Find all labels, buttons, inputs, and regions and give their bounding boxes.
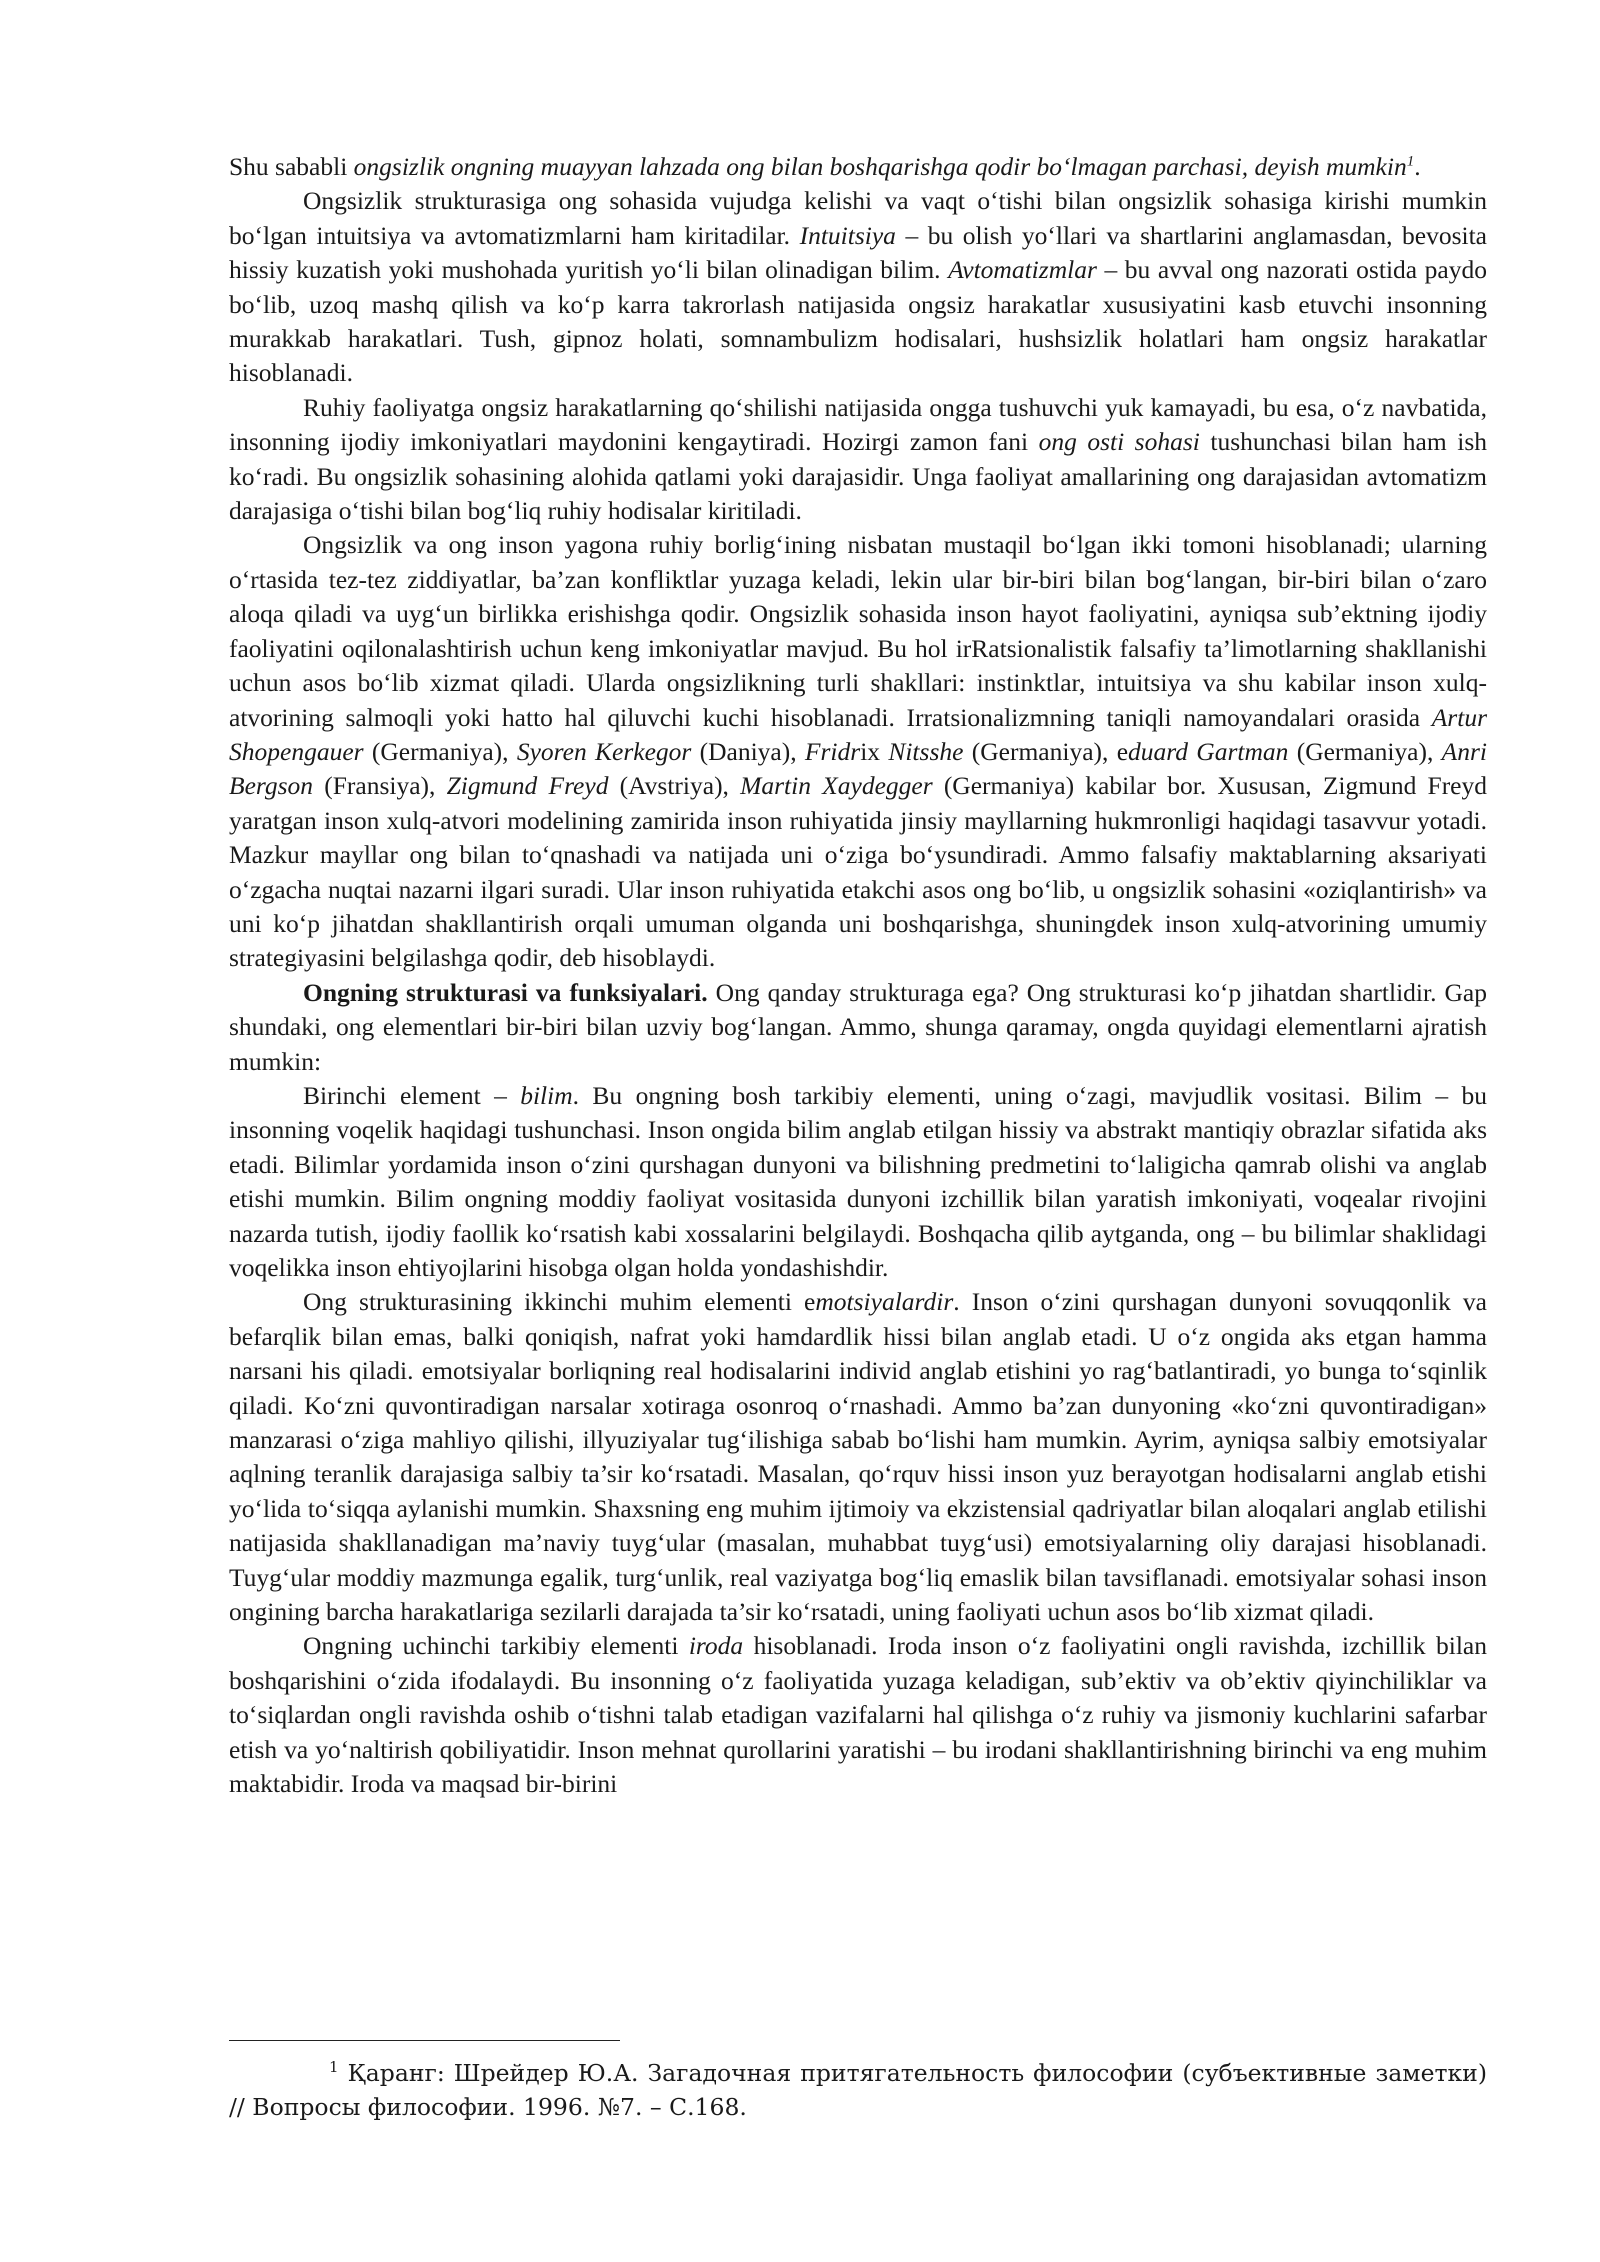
paragraph-7	[229, 1285, 1487, 1629]
person-name: Nitsshe	[880, 736, 964, 766]
person-name: duard Gartman	[1128, 736, 1289, 766]
text: – bu olish yo‘llari va shartlarini anglamasdan, bevosita hissiy kuzatish yoki mushohada yuritish yo‘li bilan olinadigan bilim.	[229, 220, 1487, 285]
person-name: Syoren Kerkegor	[516, 736, 692, 766]
footnote-text: Қаранг: Шрейдер Ю.А. Загадочная притягательность философии (субъективные заметки) // Вопросы философии. 1996. №7. – С.168.	[229, 2059, 1487, 2121]
term-iroda: iroda	[688, 1631, 744, 1661]
term-ong-osti: ong osti sohasi	[1038, 427, 1200, 457]
paragraph-1	[229, 150, 1487, 184]
text: – bu avval ong nazorati ostida paydo bo‘lib, uzoq mashq qilish va ko‘p karra takrorlash natijasida ongsiz harakatlar xususiyatini kasb etuvchi insonning murakkab harakatlari. Tush, gipnoz holati, somnambulizm hodisalari, hushsizlik holatlari ham ongsiz harakatlar hisoblanadi.	[229, 255, 1487, 388]
text: Shu sababli	[229, 152, 354, 181]
text: Ongsizlik va ong inson yagona ruhiy borlig‘ining nisbatan mustaqil bo‘lgan ikki tomoni hisoblanadi; ularning o‘rtasida tez-tez ziddiyatlar, ba’zan konfliktlar yuzaga keladi, lekin ular bir-biri bilan bog‘langan, bir-biri bilan o‘zaro aloqa qiladi va uyg‘un birlikka erishishga qodir. Ongsizlik sohasida inson hayot faoliyatini, ayniqsa sub’ektning ijodiy faoliyatini oqilonalashtirish uchun keng imkoniyatlar mavjud. Bu hol irRatsionalistik falsafiy ta’limotlarning shakllanishi uchun asos bo‘lib xizmat qiladi. Ularda ongsizlikning turli shakllari: instinktlar, intuitsiya va shu kabilar inson xulq-atvorining salmoqli yoki hatto hal qiluvchi kuchi hisoblanadi. Irratsionalizmning taniqli namoyandalari orasida	[229, 530, 1487, 732]
text: (Avstriya),	[608, 771, 741, 801]
text: ix	[860, 736, 881, 766]
text: . Bu ongning bosh tarkibiy elementi, uning o‘zagi, mavjudlik vositasi. Bilim – bu insonning voqelik haqidagi tushunchasi. Inson ongida bilim anglab etilgan hissiy va abstrakt mantiqiy obrazlar sifatida aks etadi. Bilimlar yordamida inson o‘zini qurshagan dunyoni va bilishning predmetini to‘laligicha qamrab olishi va anglab etishi mumkin. Bilim ongning moddiy faoliyat vositasida dunyoni izchillik bilan yaratish imkoniyati, voqealar rivojini nazarda tutish, ijodiy faollik ko‘rsatish kabi xossalarini belgilaydi. Boshqacha qilib aytganda, ong – bu bilimlar shaklidagi voqelikka inson ehtiyojlarini hisobga olgan holda yondashishdir.	[229, 1080, 1487, 1282]
text: Ong qanday strukturaga ega? Ong strukturasi ko‘p jihatdan shartlidir. Gap shundaki, ong elementlari bir-biri bilan uzviy bog‘langan. Ammo, shunga qaramay, ongda quyidagi elementlarni ajratish mumkin:	[229, 977, 1487, 1076]
text: Birinchi element –	[303, 1080, 521, 1110]
page-body	[229, 150, 1487, 1802]
text: Ongsizlik strukturasiga ong sohasida vujudga kelishi va vaqt o‘tishi bilan ongsizlik sohasiga kirishi mumkin bo‘lgan intuitsiya va avtomatizmlarni ham kiritadilar.	[229, 186, 1487, 250]
text: Ruhiy faoliyatga ongsiz harakatlarning qo‘shilishi natijasida ongga tushuvchi yuk kamayadi, bu esa, o‘z navbatida, insonning ijodiy imkoniyatlari maydonini kengaytiradi. Hozirgi zamon fani	[229, 392, 1487, 457]
text: . Inson o‘zini qurshagan dunyoni sovuqqonlik va befarqlik bilan emas, balki qoniqish, nafrat yoki hamdardlik hissi bilan anglab etadi. U o‘z ongida aks etgan hamma narsani his qiladi. emotsiyalar borliqning real hodisalarini individ anglab etishini yo rag‘batlantiradi, yo bunga to‘sqinlik qiladi. Ko‘zni quvontiradigan narsalar xotiraga osonroq o‘rnashadi. Ammo ba’zan dunyoning «ko‘zni quvontiradigan» manzarasi o‘ziga mahliyo qilishi, illyuziyalar tug‘ilishiga sabab bo‘lishi ham mumkin. Ayrim, ayniqsa salbiy emotsiyalar aqlning teranlik darajasiga salbiy ta’sir ko‘rsatadi. Masalan, qo‘rquv hissi inson yuz berayotgan hodisalarni anglab etishi yo‘lida to‘siqqa aylanishi mumkin. Shaxsning eng muhim ijtimoiy va ekzistensial qadriyatlar bilan aloqalari anglab etilishi natijasida shakllanadigan ma’naviy tuyg‘ular (masalan, muhabbat tuyg‘usi) emotsiyalarning oliy darajasi hisoblanadi. Tuyg‘ular moddiy mazmunga egalik, turg‘unlik, real vaziyatga bog‘liq emaslik bilan tavsiflanadi. emotsiyalar sohasi inson ongining barcha harakatlariga sezilarli darajada ta’sir ko‘rsatadi, uning faoliyati uchun asos bo‘lib xizmat qiladi.	[229, 1287, 1487, 1627]
footnote	[229, 2056, 1487, 2124]
paragraph-6	[229, 1079, 1487, 1285]
footnote-number: 1	[329, 2058, 339, 2077]
term-emotsiyalar: motsiyalardir	[815, 1287, 954, 1317]
footnote-separator	[229, 2040, 620, 2041]
text: hisoblanadi. Iroda inson o‘z faoliyatini ongli ravishda, izchillik bilan boshqarishini o‘zida ifodalaydi. Bu insonning o‘z faoliyatida yuzaga keladigan, sub’ektiv va ob’ektiv qiyinchiliklar va to‘siqlardan ongli ravishda oshib o‘tishni talab etadigan vazifalarni hal qilishga o‘z ruhiy va jismoniy kuchlarini safarbar etish va yo‘naltirish qobiliyatidir. Inson mehnat qurollarini yaratishi – bu irodani shakllantirishning birinchi va eng muhim maktabidir. Iroda va maqsad bir-birini	[229, 1631, 1487, 1799]
person-name: Fridr	[804, 736, 861, 766]
text: (Germaniya),	[1288, 736, 1442, 766]
text: (Germaniya),	[363, 736, 517, 766]
text: (Daniya),	[691, 736, 805, 766]
text: tushunchasi bilan ham ish ko‘radi. Bu ongsizlik sohasining alohida qatlami yoki darajasidir. Unga faoliyat amallarining ong darajasidan avtomatizm darajasiga o‘tishi bilan bog‘liq ruhiy hodisalar kiritiladi.	[229, 427, 1487, 526]
section-heading: Ongning strukturasi va funksiyalari.	[303, 977, 708, 1007]
person-name: Anri Bergson	[229, 736, 1487, 801]
paragraph-8	[229, 1629, 1487, 1801]
text: (Fransiya),	[313, 771, 447, 801]
person-name: Artur Shopengauer	[229, 702, 1487, 766]
paragraph-3	[229, 391, 1487, 529]
text: Ongning uchinchi tarkibiy elementi	[303, 1631, 689, 1661]
paragraph-5	[229, 976, 1487, 1079]
footnote-ref[interactable]: 1	[1406, 153, 1415, 170]
term-avtomatizmlar: Avtomatizmlar	[948, 255, 1097, 285]
text: Ong strukturasining ikkinchi muhim elementi e	[303, 1287, 816, 1317]
paragraph-4	[229, 528, 1487, 975]
term-bilim: bilim	[520, 1080, 573, 1110]
term-intuitsiya: Intuitsiya	[799, 220, 896, 250]
text: .	[1414, 152, 1421, 181]
person-name: Zigmund Freyd	[446, 771, 609, 801]
italic-text: ongsizlik ongning muayyan lahzada ong bilan boshqarishga qodir bo‘lmagan parchasi, deyish mumkin	[353, 152, 1407, 181]
person-name: Martin Xaydegger	[740, 771, 933, 801]
text: (Germaniya), e	[963, 736, 1129, 766]
paragraph-2	[229, 184, 1487, 390]
text: (Germaniya) kabilar bor. Xususan, Zigmund Freyd yaratgan inson xulq-atvori modelining zamirida inson ruhiyatida jinsiy mayllarning hukmronligi haqidagi tasavvur yotadi. Mazkur mayllar ong bilan to‘qnashadi va natijada uni o‘ziga bo‘ysundiradi. Ammo falsafiy maktablarning aksariyati o‘zgacha nuqtai nazarni ilgari suradi. Ular inson ruhiyatida etakchi asos ong bo‘lib, u ongsizlik sohasini «oziqlantirish» va uni ko‘p jihatdan shakllantirish orqali umuman olganda uni boshqarishga, shuningdek inson xulq-atvorining umumiy strategiyasini belgilashga qodir, deb hisoblaydi.	[229, 771, 1488, 973]
